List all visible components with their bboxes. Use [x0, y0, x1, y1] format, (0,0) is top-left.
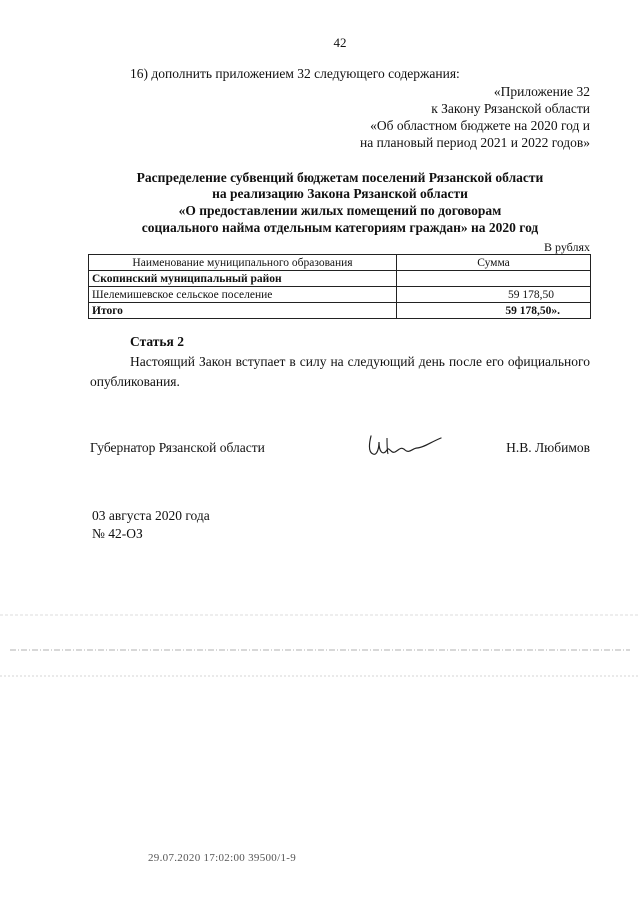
table-header-row — [89, 255, 591, 271]
appendix-line-1: «Приложение 32 — [493, 84, 590, 99]
table-row — [89, 287, 591, 303]
scan-artifact-lines — [0, 610, 640, 680]
district-sum — [397, 271, 591, 287]
heading-line-2: на реализацию Закона Рязанской области — [212, 186, 468, 201]
settlement-sum: 59 178,50 — [397, 287, 591, 303]
appendix-line-2: к Закону Рязанской области — [431, 101, 590, 116]
header-sum: Сумма — [397, 255, 591, 271]
law-date: 03 августа 2020 года — [92, 508, 210, 523]
total-sum: 59 178,50». — [397, 303, 591, 319]
table-row — [89, 271, 591, 287]
article-text — [90, 352, 590, 392]
article-text-content: Настоящий Закон вступает в силу на следующий день после его официального опубликования. — [90, 354, 590, 389]
subvention-table — [88, 254, 591, 319]
header-municipality: Наименование муниципального образования — [89, 255, 397, 271]
law-number: № 42-ОЗ — [92, 526, 143, 541]
appendix-line-4: на плановый период 2021 и 2022 годов» — [359, 135, 590, 150]
district-name: Скопинский муниципальный район — [89, 271, 397, 287]
signatory-name: Н.В. Любимов — [506, 440, 590, 455]
unit-note: В рублях — [543, 240, 590, 254]
table-row — [89, 303, 591, 319]
intro-line: 16) дополнить приложением 32 следующего содержания: — [130, 66, 460, 81]
heading-line-3: «О предоставлении жилых помещений по договорам — [178, 203, 502, 218]
article-title: Статья 2 — [130, 334, 184, 349]
footer-stamp: 29.07.2020 17:02:00 39500/1-9 — [148, 852, 297, 864]
handwritten-signature — [365, 428, 445, 464]
appendix-line-3: «Об областном бюджете на 2020 год и — [370, 118, 590, 133]
heading-line-1: Распределение субвенций бюджетам поселений Рязанской области — [136, 170, 544, 185]
page-number: 42 — [333, 35, 347, 50]
heading-line-4: социального найма отдельным категориям граждан» на 2020 год — [141, 220, 539, 235]
signatory-position: Губернатор Рязанской области — [90, 440, 265, 455]
total-label: Итого — [89, 303, 397, 319]
settlement-name: Шелемишевское сельское поселение — [89, 287, 397, 303]
